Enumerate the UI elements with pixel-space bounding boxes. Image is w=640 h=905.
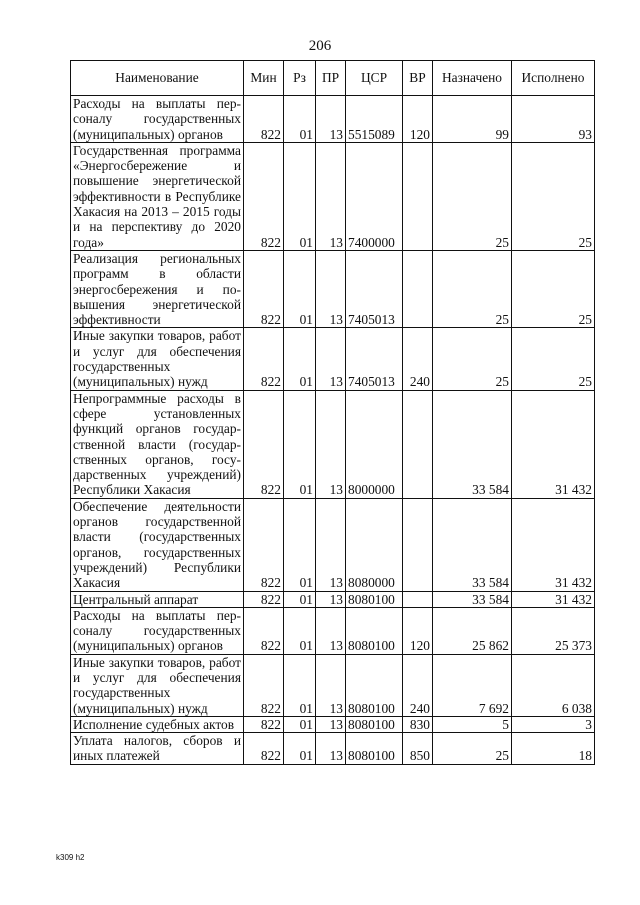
cell-name: Государственная программа «Энергосбережение и повышение энергетической эффективности в Республике Хакасия на 2013 – 2015 годы и на перспективу до 2020 года» <box>71 142 244 250</box>
budget-table <box>70 60 595 765</box>
cell-csr: 8000000 <box>346 390 403 498</box>
cell-min: 822 <box>244 390 284 498</box>
cell-vr <box>403 390 433 498</box>
cell-csr: 5515089 <box>346 96 403 143</box>
cell-pr: 13 <box>316 250 346 327</box>
cell-pr: 13 <box>316 654 346 716</box>
cell-pr: 13 <box>316 591 346 607</box>
cell-name: Уплата налогов, сборов и иных платежей <box>71 733 244 765</box>
header-assigned: Назначено <box>433 61 512 96</box>
header-row <box>71 61 595 96</box>
cell-name: Центральный аппарат <box>71 591 244 607</box>
table-row <box>71 591 595 607</box>
cell-pr: 13 <box>316 390 346 498</box>
cell-name: Непрограммные расходы в сфере установленных функций органов государственной власти (государственных органов, государственных учреждений) Республики Хакасия <box>71 390 244 498</box>
cell-min: 822 <box>244 250 284 327</box>
cell-assigned: 33 584 <box>433 591 512 607</box>
table-row <box>71 716 595 732</box>
cell-executed: 18 <box>512 733 595 765</box>
table-row <box>71 654 595 716</box>
cell-pr: 13 <box>316 498 346 591</box>
cell-vr: 830 <box>403 716 433 732</box>
cell-executed: 25 373 <box>512 607 595 654</box>
cell-rz: 01 <box>284 716 316 732</box>
cell-min: 822 <box>244 654 284 716</box>
cell-rz: 01 <box>284 591 316 607</box>
cell-executed: 25 <box>512 328 595 390</box>
cell-executed: 31 432 <box>512 390 595 498</box>
cell-pr: 13 <box>316 328 346 390</box>
cell-rz: 01 <box>284 96 316 143</box>
header-min: Мин <box>244 61 284 96</box>
cell-csr: 8080100 <box>346 607 403 654</box>
cell-csr: 8080100 <box>346 716 403 732</box>
cell-vr: 120 <box>403 96 433 143</box>
header-csr: ЦСР <box>346 61 403 96</box>
cell-rz: 01 <box>284 498 316 591</box>
cell-assigned: 5 <box>433 716 512 732</box>
cell-assigned: 33 584 <box>433 498 512 591</box>
cell-name: Расходы на выплаты персоналу государственных (муниципальных) органов <box>71 607 244 654</box>
header-name: Наименование <box>71 61 244 96</box>
cell-pr: 13 <box>316 142 346 250</box>
cell-vr: 240 <box>403 654 433 716</box>
cell-rz: 01 <box>284 250 316 327</box>
cell-min: 822 <box>244 733 284 765</box>
cell-min: 822 <box>244 142 284 250</box>
table-row <box>71 328 595 390</box>
cell-executed: 25 <box>512 142 595 250</box>
cell-executed: 25 <box>512 250 595 327</box>
table-row <box>71 733 595 765</box>
cell-vr <box>403 142 433 250</box>
cell-rz: 01 <box>284 654 316 716</box>
cell-name: Расходы на выплаты персоналу государственных (муниципальных) органов <box>71 96 244 143</box>
footer-code: k309 h2 <box>56 853 85 862</box>
cell-pr: 13 <box>316 607 346 654</box>
cell-pr: 13 <box>316 733 346 765</box>
cell-name: Реализация региональных программ в области энергосбережения и повышения энергетической эффективности <box>71 250 244 327</box>
cell-executed: 93 <box>512 96 595 143</box>
cell-pr: 13 <box>316 96 346 143</box>
table-body <box>71 96 595 765</box>
cell-min: 822 <box>244 607 284 654</box>
cell-assigned: 25 <box>433 142 512 250</box>
header-vr: ВР <box>403 61 433 96</box>
cell-vr <box>403 250 433 327</box>
cell-csr: 8080100 <box>346 654 403 716</box>
cell-assigned: 99 <box>433 96 512 143</box>
cell-csr: 8080100 <box>346 733 403 765</box>
cell-executed: 31 432 <box>512 591 595 607</box>
cell-min: 822 <box>244 591 284 607</box>
cell-name: Исполнение судебных актов <box>71 716 244 732</box>
cell-executed: 3 <box>512 716 595 732</box>
table-row <box>71 390 595 498</box>
table-row <box>71 142 595 250</box>
cell-assigned: 25 <box>433 328 512 390</box>
cell-name: Обеспечение деятельности органов государственной власти (государственных органов, государственных учреждений) Республики Хакасия <box>71 498 244 591</box>
cell-csr: 7405013 <box>346 328 403 390</box>
cell-rz: 01 <box>284 328 316 390</box>
cell-assigned: 7 692 <box>433 654 512 716</box>
cell-rz: 01 <box>284 607 316 654</box>
cell-min: 822 <box>244 498 284 591</box>
cell-rz: 01 <box>284 142 316 250</box>
cell-pr: 13 <box>316 716 346 732</box>
cell-vr: 850 <box>403 733 433 765</box>
cell-min: 822 <box>244 96 284 143</box>
cell-vr <box>403 591 433 607</box>
table-row <box>71 250 595 327</box>
cell-assigned: 25 <box>433 250 512 327</box>
table-row <box>71 96 595 143</box>
header-pr: ПР <box>316 61 346 96</box>
page-number: 206 <box>308 38 332 54</box>
cell-min: 822 <box>244 328 284 390</box>
cell-executed: 6 038 <box>512 654 595 716</box>
cell-csr: 7405013 <box>346 250 403 327</box>
cell-assigned: 25 <box>433 733 512 765</box>
cell-csr: 8080100 <box>346 591 403 607</box>
cell-assigned: 25 862 <box>433 607 512 654</box>
cell-vr: 120 <box>403 607 433 654</box>
cell-csr: 7400000 <box>346 142 403 250</box>
header-executed: Исполнено <box>512 61 595 96</box>
cell-assigned: 33 584 <box>433 390 512 498</box>
header-rz: Рз <box>284 61 316 96</box>
cell-vr: 240 <box>403 328 433 390</box>
table-row <box>71 607 595 654</box>
cell-min: 822 <box>244 716 284 732</box>
cell-rz: 01 <box>284 733 316 765</box>
cell-rz: 01 <box>284 390 316 498</box>
cell-vr <box>403 498 433 591</box>
table-row <box>71 498 595 591</box>
cell-name: Иные закупки товаров, работ и услуг для обеспечения государственных (муниципальных) нужд <box>71 328 244 390</box>
cell-executed: 31 432 <box>512 498 595 591</box>
cell-csr: 8080000 <box>346 498 403 591</box>
cell-name: Иные закупки товаров, работ и услуг для обеспечения государственных (муниципальных) нужд <box>71 654 244 716</box>
